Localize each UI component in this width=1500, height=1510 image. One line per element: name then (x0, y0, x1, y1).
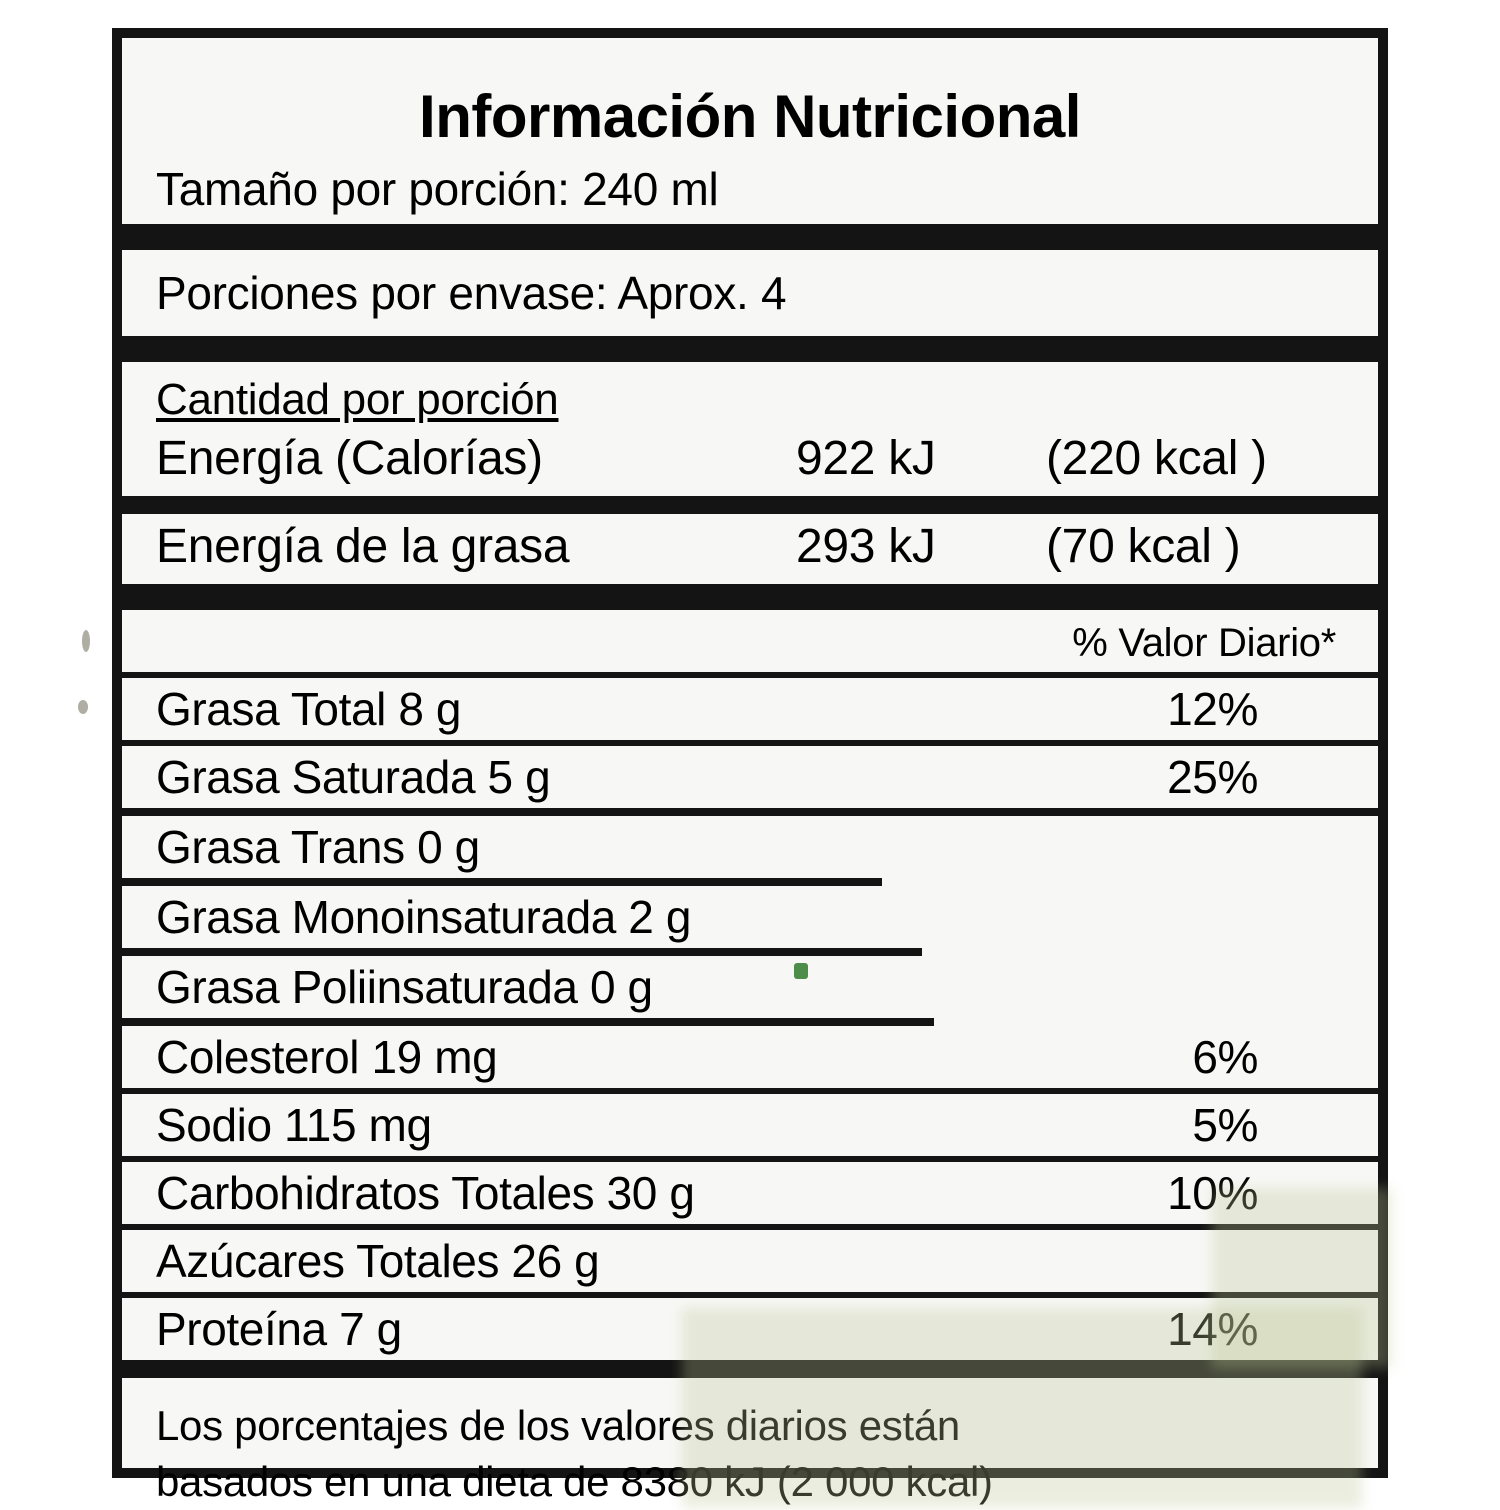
energy-kcal: (220 kcal ) (1046, 432, 1267, 485)
energy-kj: 922 kJ (796, 432, 936, 485)
nutrient-name: Grasa Trans 0 g (156, 821, 480, 873)
dust-speck-2 (78, 700, 88, 714)
serving-size: Tamaño por porción: 240 ml (156, 163, 719, 215)
divider-partial-5 (122, 1018, 934, 1026)
nutrient-dv: 14% (1167, 1303, 1258, 1355)
energy-name: Energía (Calorías) (156, 432, 543, 485)
nutrient-dv: 10% (1167, 1167, 1258, 1219)
nutrient-dv: 5% (1192, 1099, 1258, 1151)
nutrient-name: Carbohidratos Totales 30 g (156, 1167, 695, 1219)
daily-value-header: % Valor Diario* (1072, 621, 1336, 665)
nutrient-row-total-sugars (156, 1230, 1344, 1292)
footnote-line-2: basados en una dieta de 8380 kJ (2 000 kcal) (156, 1458, 993, 1505)
nutrient-row-total-fat (156, 678, 1344, 740)
energy-from-fat-kj: 293 kJ (796, 520, 936, 573)
divider-partial-4 (122, 948, 922, 956)
nutrient-name: Grasa Poliinsaturada 0 g (156, 961, 653, 1013)
nutrient-name: Proteína 7 g (156, 1303, 402, 1355)
background-tint-artifact-2 (1212, 1188, 1392, 1368)
divider-thick-2 (122, 336, 1378, 362)
divider-thick-4 (122, 584, 1378, 610)
nutrient-dv: 12% (1167, 683, 1258, 735)
nutrient-row-cholesterol (156, 1026, 1344, 1088)
energy-row (156, 426, 1344, 496)
nutrient-name: Grasa Saturada 5 g (156, 751, 551, 803)
servings-per-container: Porciones por envase: Aprox. 4 (156, 267, 787, 319)
energy-from-fat-row (156, 514, 1344, 584)
energy-from-fat-name: Energía de la grasa (156, 520, 570, 573)
nutrient-row-saturated-fat (156, 746, 1344, 808)
nutrient-row-sodium (156, 1094, 1344, 1156)
divider-thick-1 (122, 224, 1378, 250)
nutrient-row-trans-fat (156, 816, 1344, 878)
energy-from-fat-kcal: (70 kcal ) (1046, 520, 1241, 573)
nutrient-name: Grasa Monoinsaturada 2 g (156, 891, 692, 943)
nutrient-name: Colesterol 19 mg (156, 1031, 498, 1083)
nutrient-dv: 25% (1167, 751, 1258, 803)
nutrient-name: Sodio 115 mg (156, 1099, 432, 1151)
amount-per-serving-header: Cantidad por porción (156, 375, 559, 424)
dust-speck (82, 630, 90, 652)
nutrient-row-polyunsaturated-fat (156, 956, 1344, 1018)
label-title: Información Nutricional (419, 83, 1081, 150)
divider-thin-2 (122, 808, 1378, 816)
nutrient-row-monounsaturated-fat (156, 886, 1344, 948)
divider-partial-3 (122, 878, 882, 886)
nutrient-name: Grasa Total 8 g (156, 683, 462, 735)
nutrition-facts-label (112, 28, 1388, 1505)
nutrient-dv: 6% (1192, 1031, 1258, 1083)
divider-thick-3 (122, 496, 1378, 514)
footnote-line-1: Los porcentajes de los valores diarios están (156, 1402, 960, 1449)
nutrient-row-total-carbohydrate (156, 1162, 1344, 1224)
nutrient-name: Azúcares Totales 26 g (156, 1235, 600, 1287)
green-speck-artifact (794, 963, 808, 979)
